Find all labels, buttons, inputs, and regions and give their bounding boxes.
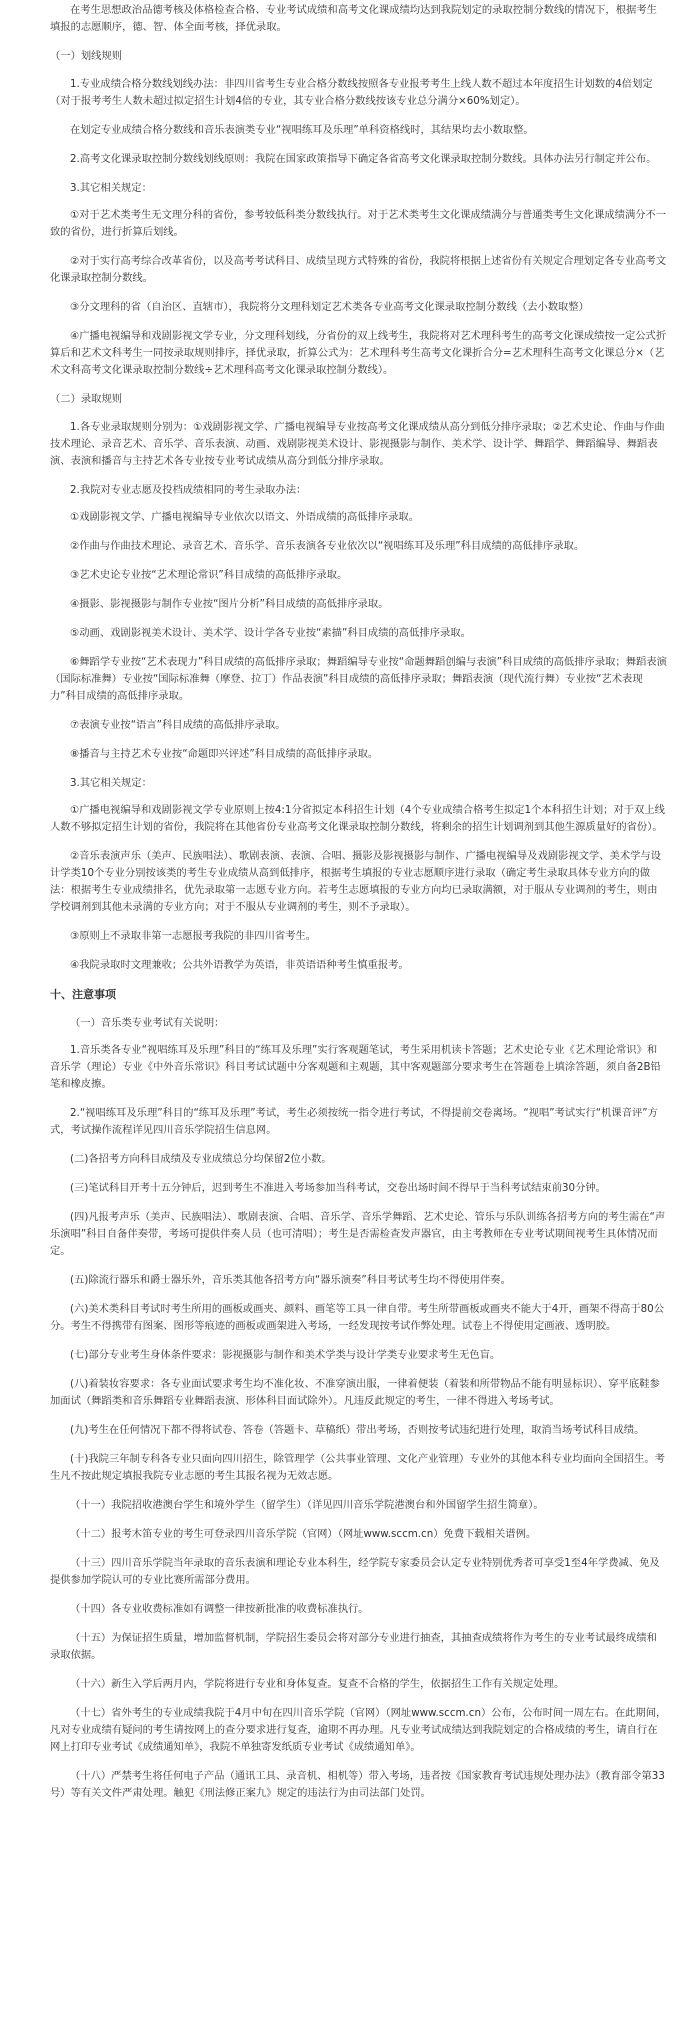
paragraph: ③分文理科的省（自治区、直辖市），我院将分文理科划定艺术类各专业高考文化课录取控制分数线（去小数取整）: [70, 301, 589, 313]
paragraph: (五)除流行器乐和爵士器乐外，音乐类其他各招考方向“器乐演奏”科目考试考生均不得使用伴奏。: [70, 1274, 511, 1286]
paragraph: 在划定专业成绩合格分数线和音乐表演类专业“视唱练耳及乐理”单科资格线时，其结果均去小数取整。: [70, 124, 534, 136]
paragraph: （十六）新生入学后两月内，学院将进行专业和身体复查。复查不合格的学生，依据招生工作有关规定处理。: [70, 1678, 565, 1690]
paragraph: (十)我院三年制专科各专业只面向四川招生，除管理学（公共事业管理、文化产业管理）专业外的其他本科专业均面向全国招生。考生凡不按此规定填报我院专业志愿的考生其报名视为无效志愿。: [50, 1453, 665, 1482]
paragraph: (三)笔试科目开考十五分钟后，迟到考生不准进入考场参加当科考试，交卷出场时间不得早于当科考试结束前30分钟。: [70, 1182, 606, 1194]
paragraph: 3.其它相关规定：: [70, 182, 152, 194]
paragraph: ②对于实行高考综合改革省份，以及高考考试科目、成绩呈现方式特殊的省份，我院将根据上述省份有关规定合理划定各专业高考文化课录取控制分数线。: [50, 255, 667, 284]
paragraph: (六)美术类科目考试时考生所用的画板或画夹、颜料、画笔等工具一律自带。考生所带画板或画夹不能大于4开，画架不得高于80公分。考生不得携带有图案、图形等痕迹的画板或画架进入考场，一经发现按考试作弊处理。试卷上不得使用定画液、透明胶。: [50, 1303, 665, 1332]
paragraph: 3.其它相关规定：: [70, 777, 152, 789]
paragraph: (四)凡报考声乐（美声、民族唱法）、歌剧表演、合唱、音乐学、音乐学舞蹈、艺术史论、管乐与乐队训练各招考方向的考生需在“声乐演唱”科目自备伴奏带，考场可提供伴奏人员（也可清唱）；考生是否需检查发声器官，由主考教师在专业考试期间视考生具体情况而定。: [50, 1211, 666, 1257]
intro-paragraph: 在考生思想政治品德考核及体格检查合格、专业考试成绩和高考文化课成绩均达到我院划定的录取控制分数线的情况下，根据考生填报的志愿顺序，德、智、体全面考核，择优录取。: [50, 4, 657, 33]
section-heading-zoning-rules: （一）划线规则: [50, 50, 123, 62]
paragraph: 2.高考文化课录取控制分数线划线原则：我院在国家政策指导下确定各省高考文化课录取控制分数线。具体办法另行制定并公布。: [70, 153, 657, 165]
paragraph: （十七）省外考生的专业成绩我院于4月中旬在四川音乐学院（官网）（网址www.sccm.cn）公布，公布时间一周左右。在此期间，凡对专业成绩有疑问的考生请按网上的查分要求进行复查，逾期不再办理。凡专业考试成绩达到我院划定的合格成绩的考生，请自行在网上打印专业考试《成绩通知单》，我院不单独寄发纸质专业考试《成绩通知单》。: [50, 1707, 667, 1753]
paragraph: 1.专业成绩合格分数线划线办法：非四川省考生专业合格分数线按照各专业报考考生上线人数不超过本年度招生计划数的4倍划定（对于报考考生人数未超过拟定招生计划4倍的专业，其专业合格分数线按该专业总分满分×60%划定）。: [50, 78, 653, 107]
paragraph: （十一）我院招收港澳台学生和境外学生（留学生）（详见四川音乐学院港澳台和外国留学生招生简章）。: [70, 1499, 544, 1511]
paragraph: (七)部分专业考生身体条件要求：影视摄影与制作和美术学类与设计学类专业要求考生无色盲。: [70, 1349, 501, 1361]
paragraph: ⑧播音与主持艺术专业按“命题即兴评述”科目成绩的高低排序录取。: [70, 748, 379, 760]
section-heading-notes: 十、注意事项: [50, 988, 116, 1001]
paragraph: （十五）为保证招生质量，增加监督机制，学院招生委员会将对部分专业进行抽查，其抽查成绩将作为考生的专业考试最终成绩和录取依据。: [50, 1632, 657, 1661]
paragraph: ⑤动画、戏剧影视美术设计、美术学、设计学各专业按“素描”科目成绩的高低排序录取。: [70, 627, 471, 639]
section-heading-admission-rules: （二）录取规则: [50, 393, 123, 405]
paragraph: （十二）报考木笛专业的考生可登录四川音乐学院（官网）（网址www.sccm.cn）免费下载相关谱例。: [70, 1528, 537, 1540]
paragraph: ④广播电视编导和戏剧影视文学专业，分文理科划线，分省份的双上线考生，我院将对艺术理科考生的高考文化课成绩按一定公式折算后和艺术文科考生一同按录取规则排序，择优录取，折算公式为：艺术理科考生高考文化课折合分=艺术理科生高考文化课总分×（艺术文科高考文化课录取控制分数线÷艺术理科高考文化课录取控制分数线）。: [50, 330, 667, 376]
paragraph: ①广播电视编导和戏剧影视文学专业原则上按4:1分省拟定本科招生计划（4个专业成绩合格考生拟定1个本科招生计划；对于双上线人数不够拟定招生计划的省份，我院将在其他省份专业高考文化课录取控制分数线，将剩余的招生计划调剂到其他生源质量好的省份）。: [50, 804, 665, 833]
paragraph: ⑥舞蹈学专业按“艺术表现力”科目成绩的高低排序录取；舞蹈编导专业按“命题舞蹈创编与表演”科目成绩的高低排序录取；舞蹈表演（国际标准舞）专业按“国际标准舞（摩登、拉丁）作品表演”科目成绩的高低排序录取；舞蹈表演（现代流行舞）专业按“艺术表现力”科目成绩的高低排序录取。: [50, 656, 667, 702]
paragraph: ②音乐表演声乐（美声、民族唱法）、歌剧表演、表演、合唱、摄影及影视摄影与制作、广播电视编导及戏剧影视文学、美术学与设计学类10个专业分别按该类的考生专业成绩从高到低排序，根据考生填报的专业志愿顺序进行录取（确定考生录取具体专业方向的做法：根据考生专业成绩排名，优先录取第一志愿专业方向。若考生志愿填报的专业方向均已录取满额，对于服从专业调剂的考生，则由学校调剂到其他未录满的专业方向；对于不服从专业调剂的考生，则不予录取）。: [50, 850, 662, 913]
paragraph: ③原则上不录取非第一志愿报考我院的非四川省考生。: [70, 930, 317, 942]
paragraph: ④我院录取时文理兼收；公共外语教学为英语，非英语语种考生慎重报考。: [70, 959, 409, 971]
paragraph: ③艺术史论专业按“艺术理论常识”科目成绩的高低排序录取。: [70, 569, 348, 581]
paragraph: 1.音乐类各专业“视唱练耳及乐理”科目的“练耳及乐理”实行客观题笔试，考生采用机读卡答题；艺术史论专业《艺术理论常识》和音乐学（理论）专业《中外音乐常识》科目考试试题中分客观题和主观题，其中客观题部分要求考生在答题卷上填涂答题，须自备2B铅笔和橡皮擦。: [50, 1044, 661, 1090]
paragraph: (八)着装妆容要求：各专业面试要求考生均不准化妆、不准穿演出服，一律着便装（着装和所带物品不能有明显标识）、穿平底鞋参加面试（舞蹈类和音乐舞蹈专业舞蹈表演、形体科目面试除外）。凡违反此规定的考生，一律不得进入考场考试。: [50, 1378, 660, 1407]
paragraph: 2.我院对专业志愿及投档成绩相同的考生录取办法：: [70, 484, 307, 496]
paragraph: 2.“视唱练耳及乐理”科目的“练耳及乐理”考试，考生必须按统一指令进行考试，不得提前交卷离场。“视唱”考试实行“机课音评”方式，考试操作流程详见四川音乐学院招生信息网。: [50, 1107, 658, 1136]
paragraph: ①对于艺术类考生无文理分科的省份，参考较低科类分数线执行。对于艺术类考生文化课成绩满分与普通类考生文化课成绩满分不一致的省份，进行折算后划线。: [50, 209, 667, 238]
paragraph: ⑦表演专业按“语言”科目成绩的高低排序录取。: [70, 719, 286, 731]
paragraph: （十四）各专业收费标准如有调整一律按新批准的收费标准执行。: [70, 1603, 369, 1615]
paragraph: （十三）四川音乐学院当年录取的音乐表演和理论专业本科生，经学院专家委员会认定专业特别优秀者可享受1至4年学费减、免及提供参加学院认可的专业比赛所需部分费用。: [50, 1557, 660, 1586]
paragraph: ④摄影、影视摄影与制作专业按“图片分析”科目成绩的高低排序录取。: [70, 598, 389, 610]
paragraph: （十八）严禁考生将任何电子产品（通讯工具、录音机、相机等）带入考场，违者按《国家教育考试违规处理办法》（教育部令第33号）等有关文件严肃处理。触犯《刑法修正案九》规定的违法行为由司法部门处罚。: [50, 1770, 665, 1799]
paragraph: ②作曲与作曲技术理论、录音艺术、音乐学、音乐表演各专业依次以“视唱练耳及乐理”科目成绩的高低排序录取。: [70, 540, 585, 552]
paragraph: ①戏剧影视文学、广播电视编导专业依次以语文、外语成绩的高低排序录取。: [70, 511, 420, 523]
paragraph: (九)考生在任何情况下都不得将试卷、答卷（答题卡、草稿纸）带出考场，否则按考试违纪进行处理，取消当场考试科目成绩。: [70, 1424, 645, 1436]
paragraph: （一）音乐类专业考试有关说明：: [70, 1017, 225, 1029]
paragraph: 1.各专业录取规则分别为：①戏剧影视文学、广播电视编导专业按高考文化课成绩从高分到低分排序录取；②艺术史论、作曲与作曲技术理论、录音艺术、音乐学、音乐表演、动画、戏剧影视美术设计、影视摄影与制作、美术学、设计学、舞蹈学、舞蹈编导、舞蹈表演、表演和播音与主持艺术各专业按专业考试成绩从高分到低分排序录取。: [50, 421, 665, 467]
paragraph: (二)各招考方向科目成绩及专业成绩总分均保留2位小数。: [70, 1153, 332, 1165]
